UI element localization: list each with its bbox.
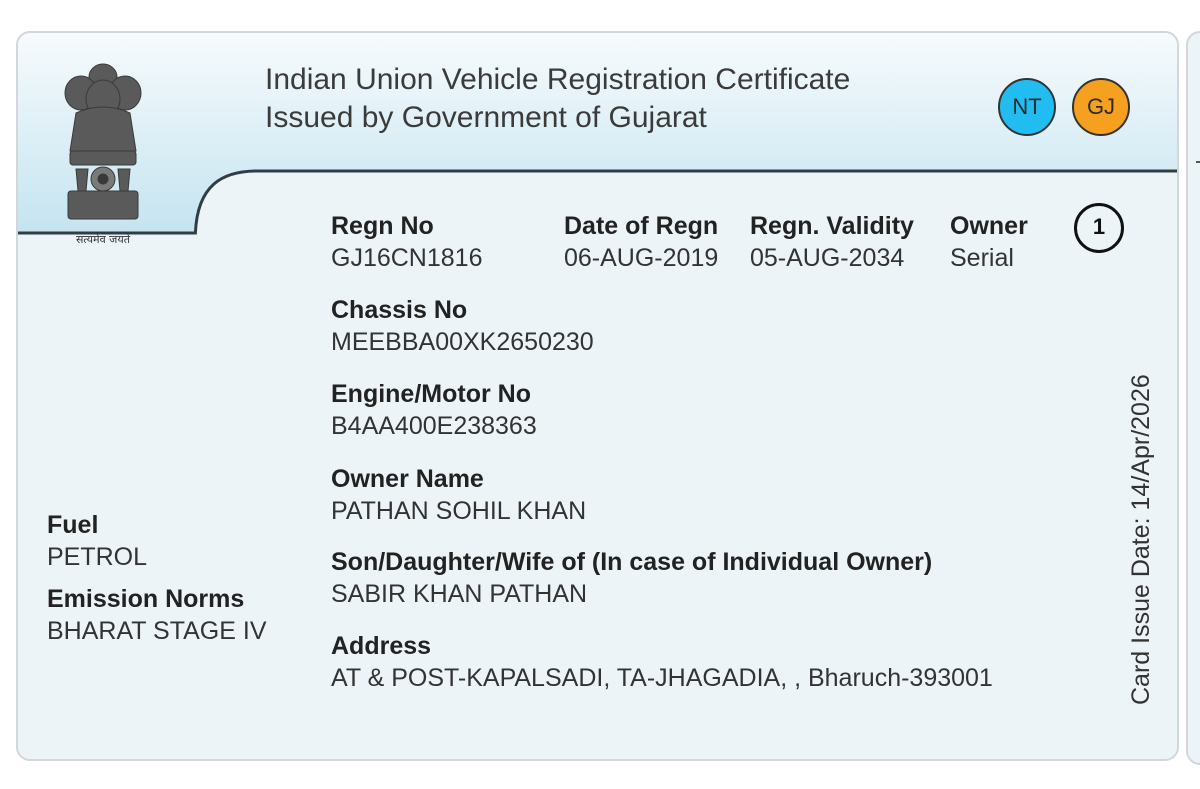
regn-validity-label: Regn. Validity: [750, 212, 914, 240]
title-line-1: Indian Union Vehicle Registration Certificate: [265, 63, 851, 96]
emission-label: Emission Norms: [47, 585, 245, 613]
card-issue-date: Card Issue Date: 14/Apr/2026: [1127, 374, 1155, 705]
fuel-label: Fuel: [47, 511, 99, 539]
owner-name-label: Owner Name: [331, 465, 484, 493]
regn-no-value: GJ16CN1816: [331, 244, 483, 272]
chassis-field: [331, 294, 594, 358]
card-title: [265, 61, 850, 137]
owner-serial-field: [950, 210, 1028, 274]
owner-serial-value: Serial: [950, 244, 1014, 272]
registration-card: [16, 31, 1179, 761]
regn-no-field: [331, 210, 482, 274]
emission-field: [47, 583, 267, 647]
address-field: [331, 630, 993, 694]
relation-value: SABIR KHAN PATHAN: [331, 580, 588, 608]
date-of-regn-label: Date of Regn: [564, 212, 719, 240]
fuel-value: PETROL: [47, 543, 148, 571]
fuel-field: [47, 509, 147, 573]
regn-no-label: Regn No: [331, 212, 434, 240]
date-of-regn-value: 06-AUG-2019: [564, 244, 719, 272]
title-line-2: Issued by Government of Gujarat: [265, 101, 707, 134]
owner-name-value: PATHAN SOHIL KHAN: [331, 497, 587, 525]
owner-name-field: [331, 463, 586, 527]
regn-validity-field: [750, 210, 914, 274]
regn-validity-value: 05-AUG-2034: [750, 244, 905, 272]
engine-value: B4AA400E238363: [331, 412, 537, 440]
adjacent-card-mark: [1196, 161, 1200, 163]
card-number-badge: 1: [1074, 203, 1124, 253]
nt-badge: NT: [998, 78, 1056, 136]
engine-label: Engine/Motor No: [331, 380, 531, 408]
owner-serial-label: Owner: [950, 212, 1028, 240]
gj-badge: GJ: [1072, 78, 1130, 136]
relation-label: Son/Daughter/Wife of (In case of Individual Owner): [331, 548, 933, 576]
emblem-motto: सत्यमेव जयते: [75, 233, 131, 246]
address-label: Address: [331, 632, 432, 660]
engine-field: [331, 378, 537, 442]
ashoka-emblem-icon: [48, 51, 158, 251]
address-value: AT & POST-KAPALSADI, TA-JHAGADIA, , Bharuch-393001: [331, 664, 993, 692]
date-of-regn-field: [564, 210, 718, 274]
relation-field: [331, 546, 932, 610]
emission-value: BHARAT STAGE IV: [47, 617, 267, 645]
chassis-value: MEEBBA00XK2650230: [331, 328, 594, 356]
chassis-label: Chassis No: [331, 296, 468, 324]
adjacent-card-edge: [1186, 31, 1200, 765]
